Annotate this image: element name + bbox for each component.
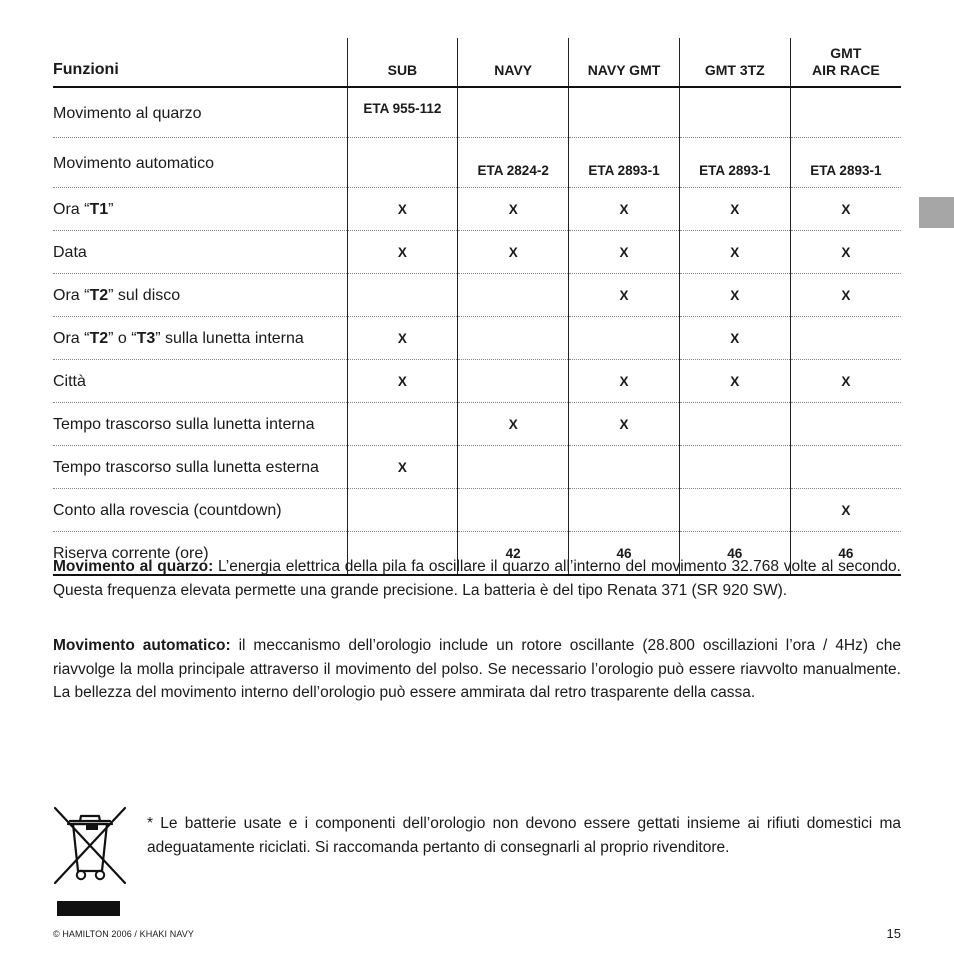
function-label: Tempo trascorso sulla lunetta esterna: [53, 446, 347, 489]
functions-header: Funzioni: [53, 38, 347, 87]
table-cell: [679, 138, 790, 188]
time-zone-code: T1: [89, 201, 109, 218]
feature-check-mark: X: [730, 201, 740, 217]
feature-check-mark: X: [730, 287, 740, 303]
cell-value: ETA 2893-1: [810, 163, 882, 178]
functions-table: [53, 38, 901, 576]
table-cell: [458, 446, 569, 489]
table-cell: [790, 87, 901, 138]
column-header-navy-gmt: NAVY GMT: [569, 38, 680, 87]
table-cell: [569, 138, 680, 188]
table-cell: [569, 188, 680, 231]
table-cell: [458, 231, 569, 274]
table-cell: [569, 317, 680, 360]
table-cell: [790, 489, 901, 532]
feature-check-mark: X: [619, 416, 629, 432]
table-cell: [347, 231, 458, 274]
function-label-text: ” sulla lunetta interna: [155, 330, 304, 347]
table-cell: [790, 317, 901, 360]
cell-value: 46: [727, 545, 743, 561]
feature-check-mark: X: [619, 201, 629, 217]
column-header-gmt-air-race: [790, 38, 901, 87]
table-cell: [347, 87, 458, 138]
page-number: 15: [886, 926, 901, 941]
footer-copyright: © HAMILTON 2006 / KHAKI NAVY: [53, 929, 194, 939]
feature-check-mark: X: [619, 373, 629, 389]
table-cell: [458, 403, 569, 446]
cell-value: 46: [616, 545, 632, 561]
feature-check-mark: X: [841, 244, 851, 260]
feature-check-mark: X: [397, 373, 407, 389]
table-cell: [790, 138, 901, 188]
function-label-text: ”: [108, 201, 114, 218]
automatic-paragraph: [53, 634, 901, 705]
table-header-row: [53, 38, 901, 87]
table-cell: [347, 446, 458, 489]
table-cell: [458, 489, 569, 532]
table-cell: [679, 489, 790, 532]
table-row: [53, 317, 901, 360]
cell-value: ETA 955-112: [363, 100, 442, 116]
table-cell: [679, 87, 790, 138]
feature-check-mark: X: [397, 330, 407, 346]
table-cell: [458, 138, 569, 188]
time-zone-code: T2: [89, 287, 109, 304]
column-header-navy: NAVY: [458, 38, 569, 87]
feature-check-mark: X: [730, 330, 740, 346]
feature-check-mark: X: [841, 287, 851, 303]
table-cell: [790, 274, 901, 317]
table-row: [53, 188, 901, 231]
feature-check-mark: X: [508, 244, 518, 260]
table-row: [53, 489, 901, 532]
quartz-title: Movimento al quarzo:: [53, 558, 214, 575]
table-row: [53, 403, 901, 446]
table-cell: [569, 87, 680, 138]
table-row: [53, 446, 901, 489]
function-label: Data: [53, 231, 347, 274]
disposal-note: * Le batterie usate e i componenti dell’orologio non devono essere gettati insieme ai rifiuti domestici ma adeguatamente riciclati. Si raccomanda pertanto di consegnarli al proprio rivenditore.: [147, 815, 901, 856]
cell-value: ETA 2893-1: [588, 163, 660, 178]
table-row: [53, 231, 901, 274]
feature-check-mark: X: [841, 373, 851, 389]
function-label-text: Ora “: [53, 201, 90, 218]
table-cell: [347, 274, 458, 317]
quartz-text: L’energia elettrica della pila fa oscillare il quarzo all’interno del movimento 32.768 volte al secondo. Questa frequenza elevata permette una grande precisione. La batteria è del tipo Renata 371 (SR 920 SW).: [53, 558, 901, 599]
table-cell: [458, 87, 569, 138]
table-cell: [679, 360, 790, 403]
table-row: [53, 87, 901, 138]
feature-check-mark: X: [841, 201, 851, 217]
function-label-text: Ora “: [53, 287, 90, 304]
table-cell: [679, 446, 790, 489]
feature-check-mark: X: [397, 459, 407, 475]
table-cell: [569, 403, 680, 446]
table-cell: [347, 403, 458, 446]
feature-check-mark: X: [619, 287, 629, 303]
table-cell: [679, 274, 790, 317]
function-label: [53, 188, 347, 231]
function-label: Riserva corrente (ore): [53, 532, 347, 576]
cell-value: ETA 2824-2: [477, 163, 549, 178]
table-cell: [347, 188, 458, 231]
table-cell: [458, 360, 569, 403]
table-cell: [569, 446, 680, 489]
time-zone-code: T3: [136, 330, 156, 347]
table-cell: [790, 231, 901, 274]
table-cell: [790, 403, 901, 446]
feature-check-mark: X: [841, 502, 851, 518]
table-row: [53, 360, 901, 403]
quartz-paragraph: [53, 555, 901, 602]
table-row: [53, 274, 901, 317]
column-header-gmt-air-race-line2: AIR RACE: [812, 62, 880, 78]
table-cell: [347, 489, 458, 532]
cell-value: ETA 2893-1: [699, 163, 771, 178]
functions-table-wrapper: [53, 38, 901, 576]
table-cell: [679, 403, 790, 446]
function-label-text: ” sul disco: [108, 287, 181, 304]
function-label: Conto alla rovescia (countdown): [53, 489, 347, 532]
cell-value: 42: [505, 545, 521, 561]
table-row: [53, 138, 901, 188]
feature-check-mark: X: [397, 201, 407, 217]
function-label-text: Ora “: [53, 330, 90, 347]
function-label: [53, 274, 347, 317]
function-label: Città: [53, 360, 347, 403]
automatic-title: Movimento automatico:: [53, 637, 231, 654]
table-cell: [458, 188, 569, 231]
cell-value: 46: [838, 545, 854, 561]
table-body: [53, 87, 901, 575]
function-label: [53, 317, 347, 360]
function-label: Tempo trascorso sulla lunetta interna: [53, 403, 347, 446]
table-cell: [679, 231, 790, 274]
table-cell: [347, 317, 458, 360]
black-bar: [57, 901, 120, 916]
feature-check-mark: X: [508, 416, 518, 432]
feature-check-mark: X: [397, 244, 407, 260]
column-header-gmt-air-race-line1: GMT: [830, 45, 862, 61]
table-cell: [347, 360, 458, 403]
function-label-text: ” o “: [108, 330, 137, 347]
table-cell: [347, 138, 458, 188]
table-cell: [679, 188, 790, 231]
table-cell: [569, 489, 680, 532]
automatic-text: il meccanismo dell’orologio include un rotore oscillante (28.800 oscillazioni l’ora / 4Hz) che riavvolge la molla principale attraverso il movimento del polso. Se necessario l’orologio può essere riavvolto manualmente. La bellezza del movimento interno dell’orologio può essere ammirata dal retro trasparente della cassa.: [53, 637, 901, 701]
table-cell: [458, 274, 569, 317]
table-cell: [569, 231, 680, 274]
feature-check-mark: X: [508, 201, 518, 217]
table-cell: [790, 446, 901, 489]
table-cell: [790, 360, 901, 403]
table-cell: [569, 360, 680, 403]
table-cell: [679, 317, 790, 360]
section-tab-marker: [919, 197, 954, 228]
table-cell: [790, 188, 901, 231]
column-header-sub: SUB: [347, 38, 458, 87]
feature-check-mark: X: [619, 244, 629, 260]
time-zone-code: T2: [89, 330, 109, 347]
function-label: Movimento al quarzo: [53, 87, 347, 138]
crossed-out-wheelie-bin-icon: [53, 805, 127, 887]
function-label: Movimento automatico: [53, 138, 347, 188]
table-cell: [458, 317, 569, 360]
feature-check-mark: X: [730, 244, 740, 260]
column-header-gmt-3tz: GMT 3TZ: [679, 38, 790, 87]
feature-check-mark: X: [730, 373, 740, 389]
table-cell: [569, 274, 680, 317]
